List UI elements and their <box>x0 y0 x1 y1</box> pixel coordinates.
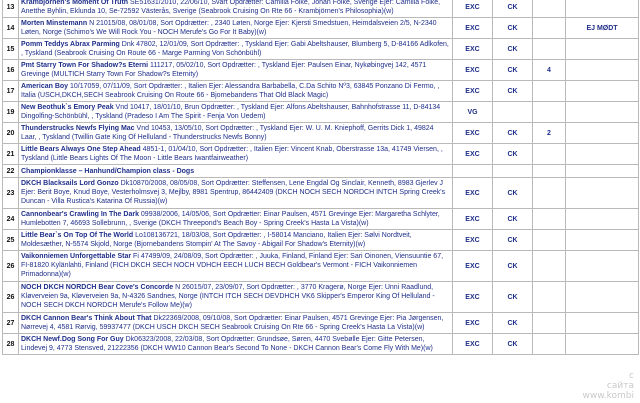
remark-cell <box>566 123 639 144</box>
remark-cell <box>566 81 639 102</box>
dog-details: N 21015/08, 08/01/08, Sort Opdrætter: , 2340 Løten, Norge Ejer: Kjersti Smedstuen, Heimdalsveien 2/5, N-2340 Løten, Norge (Schimo's We Will Rock You - NOCH Merufe's Go For It Baby)(w) <box>21 20 437 36</box>
remark-cell <box>566 334 639 355</box>
placement-cell <box>533 18 566 39</box>
dog-entry <box>19 209 453 230</box>
dog-details: N 26015/07, 23/09/07, Sort Opdrætter: , 3770 Kragerø, Norge Ejer: Unni Raadlund, Kløverveien 9a, Kløverveien 9a, N-4326 Sandnes, Norge (INTCH ITCH SECH DEVDHCH VK6 Skipper's Emperor King Of Helluland - NOCH SECH DKCH NORDCH Merufe's Follow Me)(w) <box>21 284 435 309</box>
dog-name: New Beothuk`s Emory Peak <box>21 104 114 111</box>
placement-cell <box>533 282 566 313</box>
ck-cell: CK <box>493 144 533 165</box>
dog-details: Fi 47499/09, 24/08/09, Sort Opdrætter: , Juuka, Finland, Finland Ejer: Sari Oinonen, Viensuuntie 67, FI-81820 Kylänlahti, Finland (FICH DKCH SECH NOCH VDHCH EECH LUCH BECH Goldbear's Vermont - FICH Vaikonniemen Primadonna)(w) <box>21 253 444 278</box>
remark-cell <box>566 165 639 178</box>
dog-details: 4851-1, 01/04/10, Sort Opdrætter: , Italien Ejer: Vincent Knab, Oberstrasse 13a, 41749 Viersen, , Tyskland (Little Bears Lights Of The Moon - Little Bears Iwantfairweather) <box>21 146 443 162</box>
dog-entry <box>19 144 453 165</box>
grade-cell: EXC <box>453 313 493 334</box>
placement-cell: 4 <box>533 60 566 81</box>
dog-details: Vnd 10417, 18/01/10, Brun Opdrætter: , Tyskland Ejer: Alfons Abeltshauser, Bahnhofstrasse 11, D-84134 Dingolfing-Schönbühl, , Tyskland (Pradeso I Am The Spirit - Fenja Von Uedem) <box>21 104 441 120</box>
catalog-number: 20 <box>3 123 19 144</box>
placement-cell: 2 <box>533 123 566 144</box>
dog-entry <box>19 282 453 313</box>
placement-cell <box>533 178 566 209</box>
dog-entry <box>19 39 453 60</box>
remark-cell <box>566 209 639 230</box>
catalog-number: 27 <box>3 313 19 334</box>
dog-name: Thunderstrucks Newfs Flying Mac <box>21 125 135 132</box>
dog-name: Morten Minstemann <box>21 20 88 27</box>
dog-entry <box>19 313 453 334</box>
dog-entry <box>19 60 453 81</box>
remark-cell <box>566 178 639 209</box>
dog-entry <box>19 0 453 18</box>
placement-cell <box>533 165 566 178</box>
dog-entry <box>19 81 453 102</box>
watermark <box>583 371 635 401</box>
placement-cell <box>533 102 566 123</box>
remark-cell <box>566 102 639 123</box>
ck-cell: CK <box>493 230 533 251</box>
catalog-number: 19 <box>3 102 19 123</box>
remark-cell <box>566 251 639 282</box>
dog-details: Vnd 10453, 13/05/10, Sort Opdrætter: , Tyskland Ejer: W. U. M. Kniephoff, Gerrits Dick 1, 49824 Laar, , Tyskland (Twillin Gate King Of Helluland - Thunderstrucks Newfs Bonny) <box>21 125 434 141</box>
dog-details: 10/17059, 07/11/09, Sort Opdrætter: , Italien Ejer: Alessandra Barbabella, C.Da Schito Nº3, 63845 Ponzano Di Fermo, , Italia (USCH,DKCH,SECH Seabrook Cruising On Route 66 - Bjornebandens That Old Black Magic) <box>21 83 440 99</box>
catalog-number: 28 <box>3 334 19 355</box>
catalog-number: 24 <box>3 209 19 230</box>
placement-cell <box>533 0 566 18</box>
table-row <box>3 0 639 18</box>
dog-entry <box>19 251 453 282</box>
grade-cell: EXC <box>453 209 493 230</box>
ck-cell: CK <box>493 251 533 282</box>
grade-cell: EXC <box>453 123 493 144</box>
remark-cell: EJ MØDT <box>566 18 639 39</box>
dog-name: Little Bear`s On Top Of The World <box>21 232 134 239</box>
ck-cell: CK <box>493 178 533 209</box>
dog-details: Dnk 47802, 12/01/09, Sort Opdrætter: , Tyskland Ejer: Gabi Abeltshauser, Blumberg 5, D-84166 Adlkofen, , Tyskland (Seabrook Cruising On Route 66 - Marge Parming Von Schönbühl) <box>21 41 449 57</box>
remark-cell <box>566 230 639 251</box>
dog-details: SE51631/2010, 22/06/10, Svart Opdrætter: Camilla Folke, Johan Folke, Sverige Ejer: Camilla Folke, Anetthe Byhlin, Eklunda 10, Se-72592 Västerås, Sverige (Seabrook Cruising On Rte 66 - Krambjörnen's Philosophia)(w) <box>21 0 441 15</box>
placement-cell <box>533 251 566 282</box>
table-row <box>3 251 639 282</box>
dog-entry <box>19 18 453 39</box>
ck-cell: CK <box>493 39 533 60</box>
class-title <box>19 165 453 178</box>
remark-cell <box>566 313 639 334</box>
placement-cell <box>533 230 566 251</box>
placement-cell <box>533 39 566 60</box>
dog-name: DKCH Cannon Bear's Think About That <box>21 315 152 322</box>
dog-name: Vaikonniemen Unforgettable Star <box>21 253 132 260</box>
catalog-number: 16 <box>3 60 19 81</box>
ck-cell: CK <box>493 81 533 102</box>
remark-cell <box>566 144 639 165</box>
dog-name: DKCH Blacksails Lord Gonzo <box>21 180 119 187</box>
watermark-line3: www.kombi <box>582 391 634 401</box>
catalog-number: 25 <box>3 230 19 251</box>
dog-details: Dk06323/2008, 22/03/08, Sort Opdrætter: Grundsøe, Søren, 4470 Svebølle Ejer: Gitte Petersen, Lindevej 9, 4773 Stensved, 21222356 (DKCH WW10 Cannon Bear's Second To None - DKCH Cannon Bear's Come Fly With Me)(w) <box>21 336 433 352</box>
catalog-number: 14 <box>3 18 19 39</box>
ck-cell: CK <box>493 60 533 81</box>
grade-cell: EXC <box>453 178 493 209</box>
dog-name: American Boy <box>21 83 69 90</box>
remark-cell <box>566 39 639 60</box>
grade-cell: EXC <box>453 18 493 39</box>
grade-cell: EXC <box>453 334 493 355</box>
table-row <box>3 81 639 102</box>
watermark-line2: сайта <box>606 381 634 391</box>
table-row <box>3 60 639 81</box>
ck-cell: CK <box>493 334 533 355</box>
placement-cell <box>533 334 566 355</box>
catalog-number: 15 <box>3 39 19 60</box>
ck-cell <box>493 165 533 178</box>
results-table-body <box>3 0 639 355</box>
catalog-number: 23 <box>3 178 19 209</box>
dog-name: DKCH Newf.Dog Song For Guy <box>21 336 124 343</box>
remark-cell <box>566 60 639 81</box>
class-title-text: Championklasse – Hanhund/Champion class - Dogs <box>21 167 195 175</box>
dog-name: Little Bears Always One Step Ahead <box>21 146 141 153</box>
placement-cell <box>533 313 566 334</box>
class-header-row <box>3 165 639 178</box>
grade-cell: EXC <box>453 39 493 60</box>
dog-details: Dk10870/2008, 08/05/08, Sort Opdrætter: Steffensen, Lene Engdal Og Sinclair, Kenneth, 8983 Gjerlev J Ejer: Berit Boye, Knud Boye, Vesterholmsvej 3, Mejlby, 8981 Spentrup, 86442409 (DKCH NOCH SECH NORDCH INTCH Spring Creek's Duncan - Villa Rustica's Katarina Of Russia)(w) <box>21 180 446 205</box>
dog-details: 09938/2006, 14/05/06, Sort Opdrætter: Einar Paulsen, 4571 Grevinge Ejer: Margaretha Schlyter, Humlebotten 7, 46693 Sollebrunn, , Sverige (DKCH Threepond's Beach Boy - Spring Creek's Hasta La Vista)(w) <box>21 211 440 227</box>
ck-cell: CK <box>493 313 533 334</box>
dog-entry <box>19 334 453 355</box>
catalog-number: 26 <box>3 251 19 282</box>
table-row <box>3 18 639 39</box>
table-row <box>3 144 639 165</box>
catalog-number: 13 <box>3 0 19 18</box>
table-row <box>3 123 639 144</box>
placement-cell <box>533 144 566 165</box>
dog-entry <box>19 178 453 209</box>
table-row <box>3 39 639 60</box>
grade-cell: EXC <box>453 230 493 251</box>
dog-name: Pmt Starry Town For Shadow?s Eterni <box>21 62 149 69</box>
dog-name: Cannonbear's Crawling In The Dark <box>21 211 139 218</box>
catalog-number: 26 <box>3 282 19 313</box>
ck-cell: CK <box>493 209 533 230</box>
placement-cell <box>533 81 566 102</box>
grade-cell: EXC <box>453 251 493 282</box>
table-row <box>3 178 639 209</box>
dog-name: NOCH DKCH NORDCH Bear Cove's Concorde <box>21 284 174 291</box>
watermark-line1: с <box>629 371 634 381</box>
catalog-number: 17 <box>3 81 19 102</box>
ck-cell: CK <box>493 18 533 39</box>
grade-cell: EXC <box>453 282 493 313</box>
ck-cell: CK <box>493 123 533 144</box>
catalog-number: 22 <box>3 165 19 178</box>
ck-cell: CK <box>493 0 533 18</box>
catalog-number: 21 <box>3 144 19 165</box>
table-row <box>3 313 639 334</box>
dog-entry <box>19 230 453 251</box>
table-row <box>3 102 639 123</box>
grade-cell: VG <box>453 102 493 123</box>
dog-entry <box>19 123 453 144</box>
ck-cell: CK <box>493 282 533 313</box>
remark-cell <box>566 282 639 313</box>
dog-details: Lo108136721, 18/03/08, Sort Opdrætter: , I-58014 Manciano, Italien Ejer: Sølvi Nordtveit, Moldesæther, N-5574 Skjold, Norge (Bjornebandens Stompin' At The Savoy - Abigail For Shadow's Eternity)(w) <box>21 232 412 248</box>
grade-cell: EXC <box>453 60 493 81</box>
grade-cell <box>453 165 493 178</box>
table-row <box>3 334 639 355</box>
table-row <box>3 282 639 313</box>
grade-cell: EXC <box>453 81 493 102</box>
grade-cell: EXC <box>453 144 493 165</box>
dog-name: Pomm Teddys Abrax Parming <box>21 41 120 48</box>
ck-cell <box>493 102 533 123</box>
dog-entry <box>19 102 453 123</box>
grade-cell: EXC <box>453 0 493 18</box>
results-table <box>2 0 639 355</box>
table-row <box>3 230 639 251</box>
table-row <box>3 209 639 230</box>
placement-cell <box>533 209 566 230</box>
dog-details: Dk22369/2008, 09/10/08, Sort Opdrætter: Einar Paulsen, 4571 Grevinge Ejer: Pia Jørgensen, Nørrevej 4, 4581 Rørvig, 59937477 (DKCH USCH DKCH SECH Seabrook Cruising On Rte 66 - Spring Creek's Hasta La Vista)(w) <box>21 315 444 331</box>
dog-name: Krambjörnen's Moment Of Truth <box>21 0 129 6</box>
dog-details: 111217, 05/02/10, Sort Opdrætter: , Tyskland Ejer: Paulsen Einar, Nykøbingvej 142, 4571 Grevinge (MULTICH Starry Town For Shadow?s Eternity) <box>21 62 427 78</box>
remark-cell <box>566 0 639 18</box>
